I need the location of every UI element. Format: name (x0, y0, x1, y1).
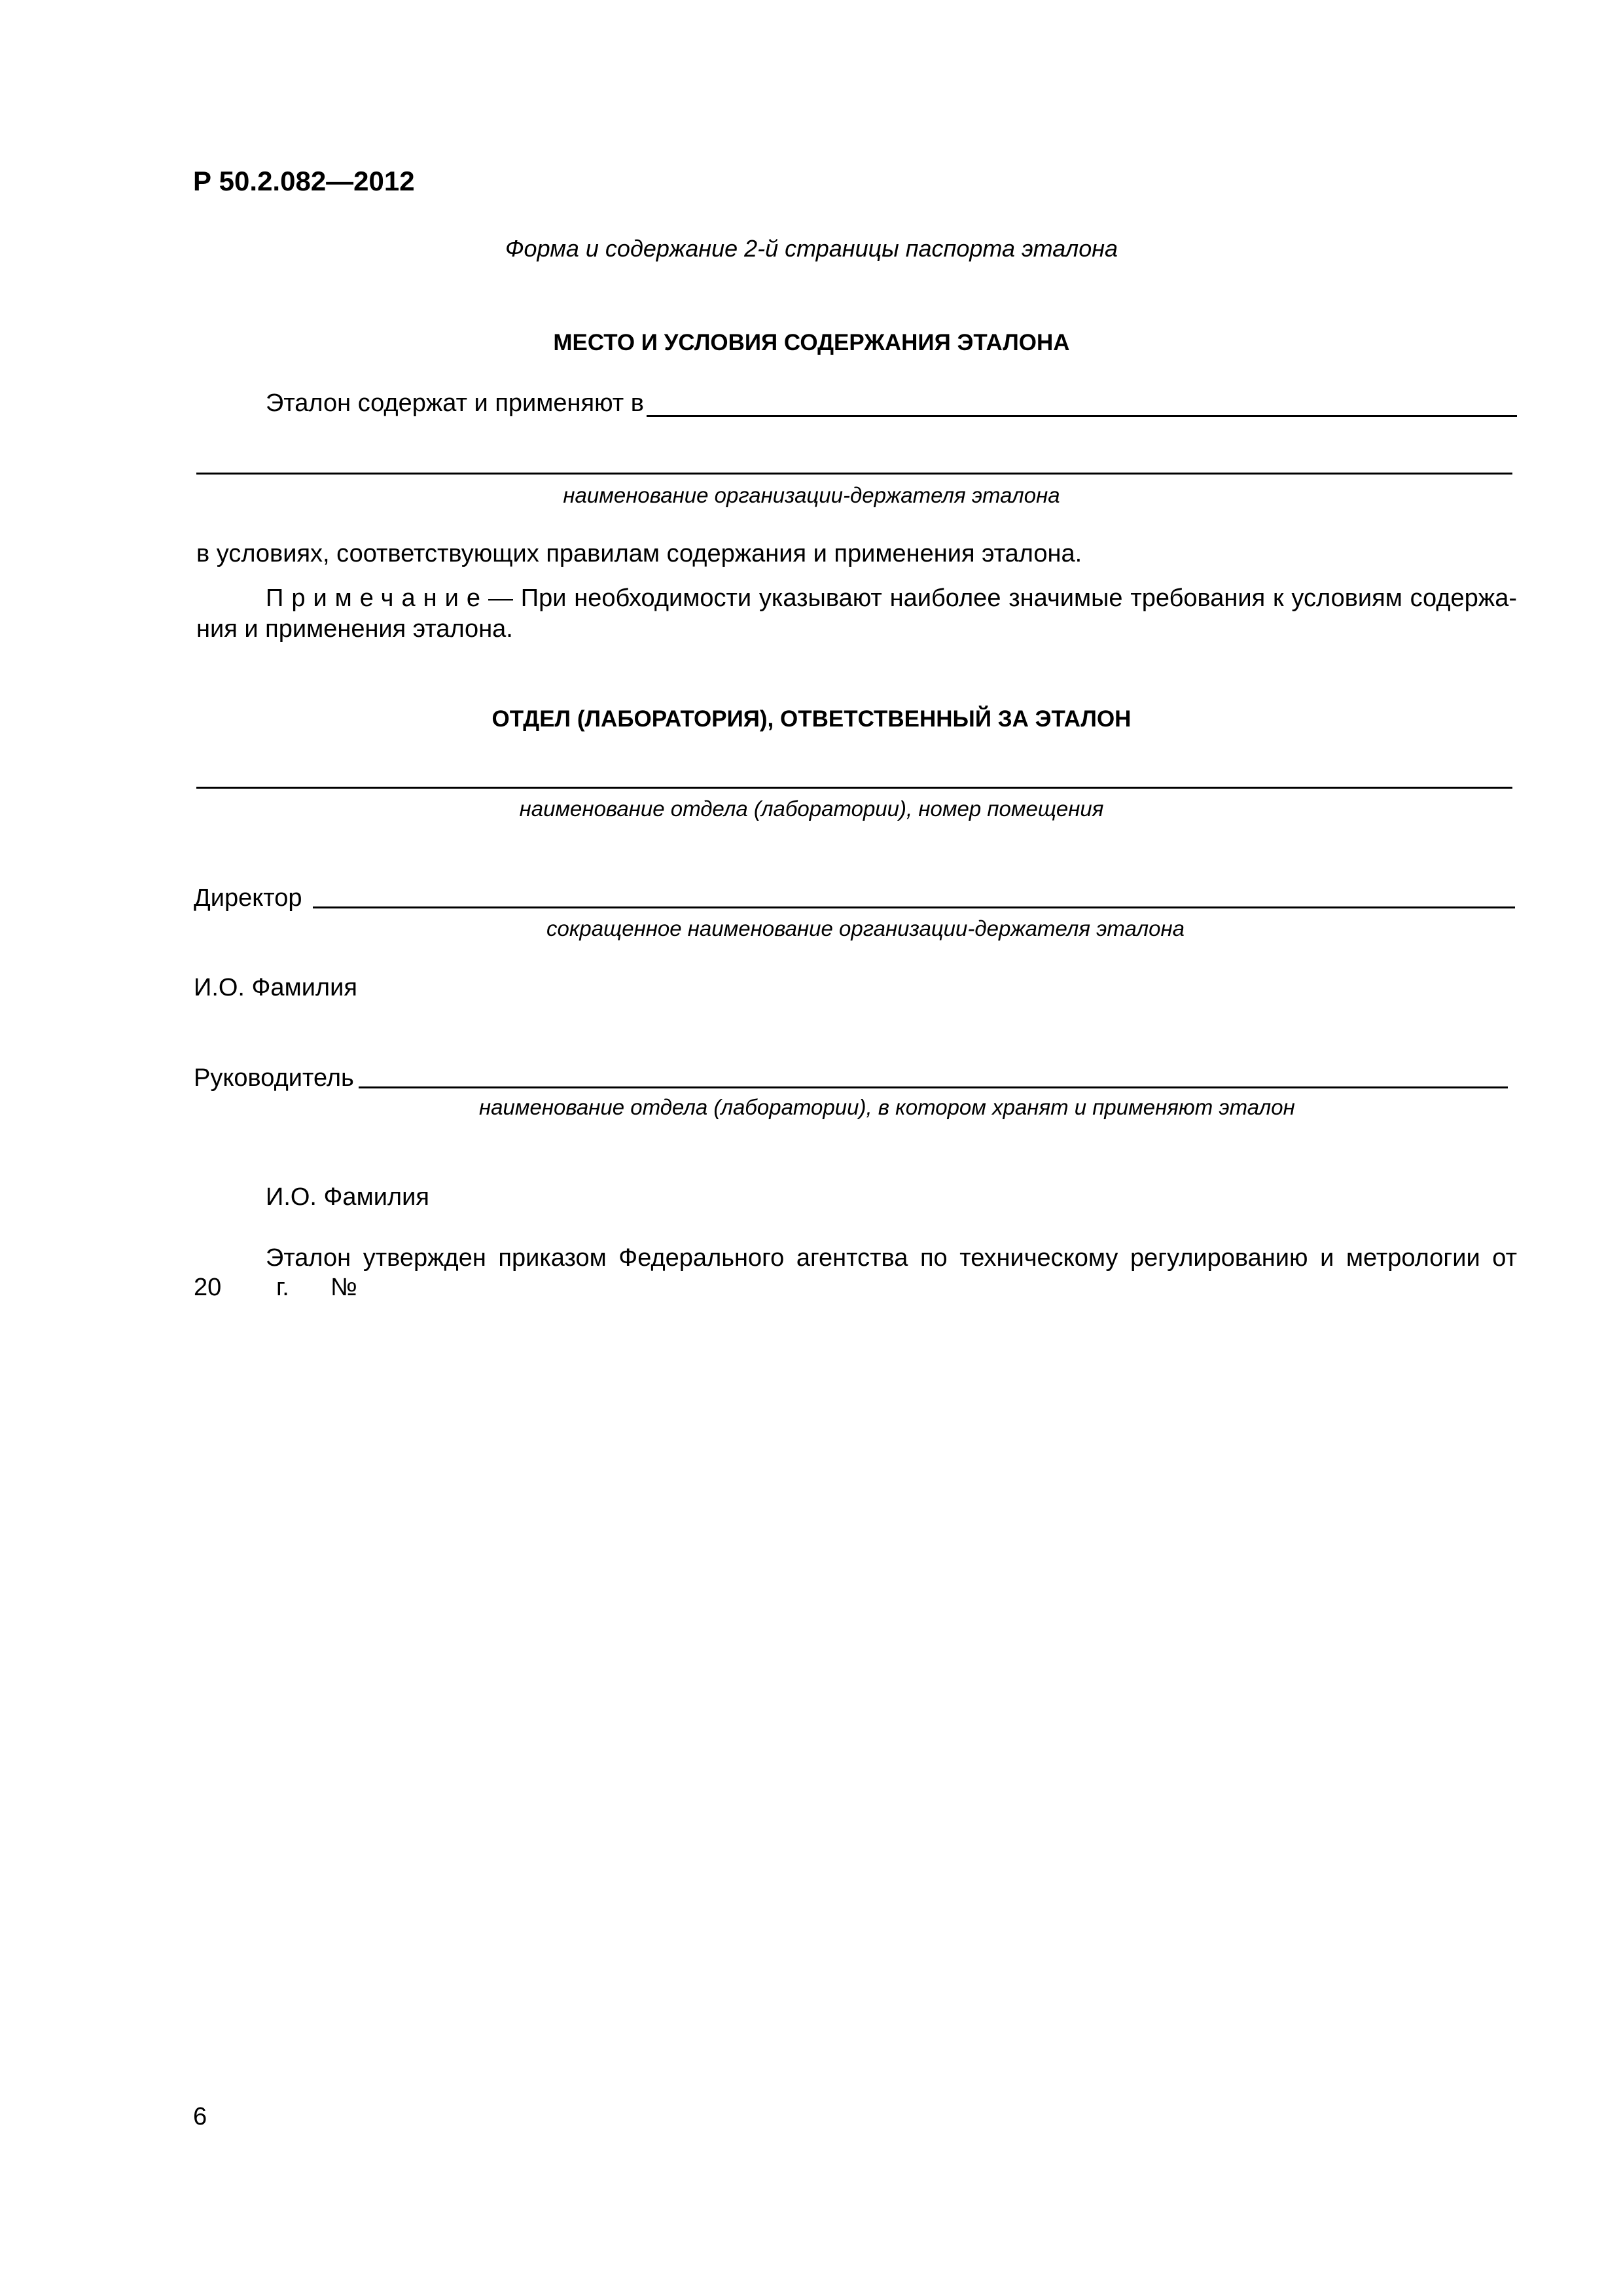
department-caption: наименование отдела (лаборатории), номер помещения (519, 797, 1104, 821)
form-subtitle: Форма и содержание 2-й страницы паспорта эталона (505, 235, 1118, 262)
head-label: Руководитель (194, 1064, 354, 1092)
approval-year-suffix: г. (276, 1274, 289, 1301)
organization-fill-line-1 (647, 415, 1517, 417)
head-caption: наименование отдела (лаборатории), в котором хранят и применяют эталон (479, 1095, 1295, 1119)
director-fill-line (313, 906, 1515, 908)
approval-number-sign: № (330, 1274, 357, 1301)
head-name: И.О. Фамилия (266, 1183, 429, 1211)
approval-year-prefix: 20 (194, 1274, 222, 1301)
note-line-1 (266, 586, 1517, 611)
approval-text: Эталон утвержден приказом Федерального агентства по техническому регулированию и метрологии от (266, 1244, 1517, 1272)
conditions-text: в условиях, соответствующих правилам содержания и применения эталона. (196, 540, 1082, 567)
director-caption: сокращенное наименование организации-держателя эталона (546, 916, 1185, 941)
department-fill-line (196, 787, 1512, 789)
page-number: 6 (193, 2103, 207, 2130)
head-fill-line (359, 1086, 1508, 1088)
held-in-label: Эталон содержат и применяют в (266, 389, 644, 417)
note-text: — При необходимости указывают наиболее значимые требования к условиям содержа- (488, 584, 1517, 612)
note-label: Примечание (266, 584, 488, 612)
section-heading-department: ОТДЕЛ (ЛАБОРАТОРИЯ), ОТВЕТСТВЕННЫЙ ЗА ЭТАЛОН (491, 706, 1132, 732)
section-heading-location: МЕСТО И УСЛОВИЯ СОДЕРЖАНИЯ ЭТАЛОНА (553, 330, 1070, 355)
organization-fill-line-2 (196, 473, 1512, 475)
document-number: Р 50.2.082—2012 (193, 166, 415, 196)
director-name: И.О. Фамилия (194, 974, 357, 1001)
organization-caption: наименование организации-держателя эталона (563, 483, 1060, 507)
director-label: Директор (194, 884, 302, 912)
note-line-2: ния и применения эталона. (196, 615, 513, 643)
